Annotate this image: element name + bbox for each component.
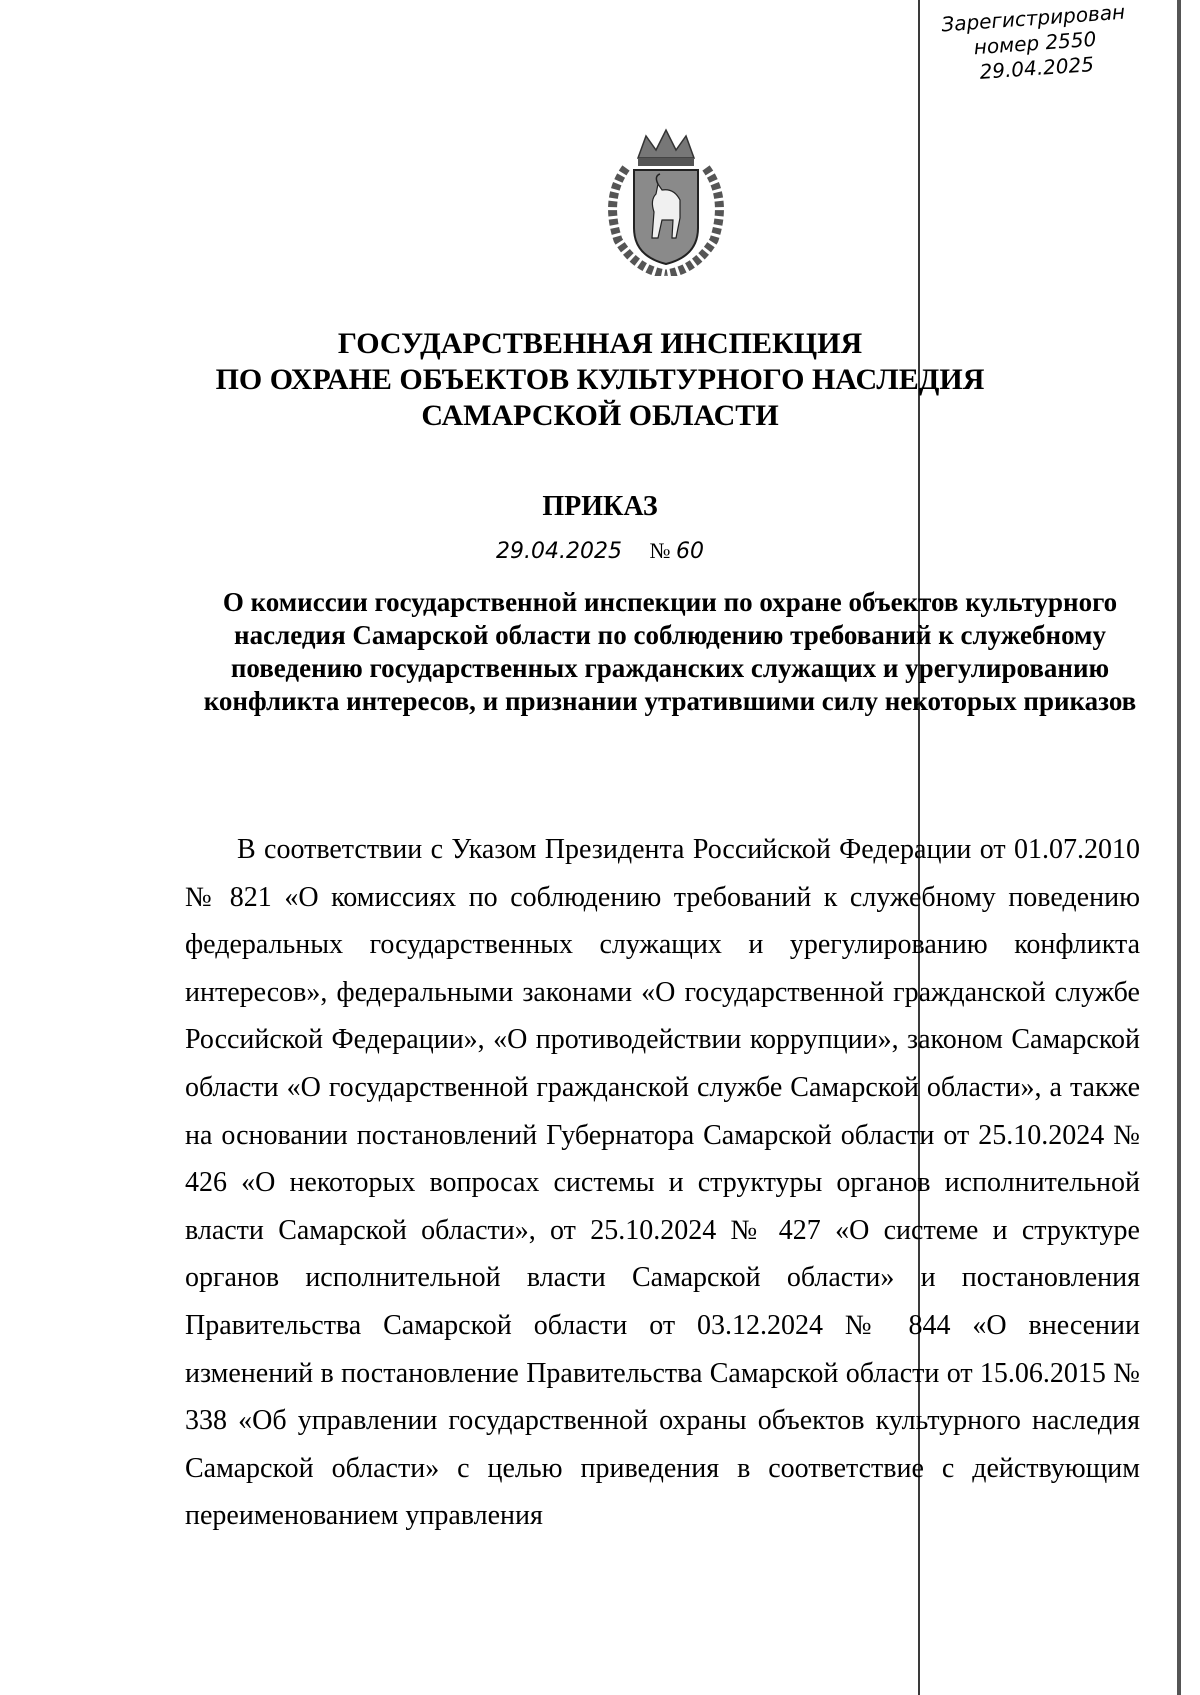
document-number-label: №: [649, 538, 671, 563]
document-subject: О комиссии государственной инспекции по охране объектов культурного наследия Самарской области по соблюдению требований к служебному поведению государственных гражданских служащих и урегулированию конфликта интересов, и признании утратившими силу некоторых приказов: [203, 587, 1137, 716]
stamp-line-number: номер 2550: [972, 26, 1097, 60]
document-date: 29.04.2025: [496, 539, 622, 564]
stamp-line-registered: Зарегистрирован: [940, 0, 1126, 37]
coat-of-arms-icon: [596, 128, 736, 276]
scan-edge-line: [1177, 0, 1181, 1695]
stamp-line-date: 29.04.2025: [978, 51, 1095, 84]
document-type: ПРИКАЗ: [542, 491, 658, 522]
agency-name: [0, 326, 1200, 434]
registration-stamp: [938, 0, 1133, 88]
document-number: 60: [675, 539, 704, 564]
agency-name-line-2: ПО ОХРАНЕ ОБЪЕКТОВ КУЛЬТУРНОГО НАСЛЕДИЯ: [215, 363, 985, 396]
document-date-number: [0, 538, 1200, 564]
agency-name-line-3: САМАРСКОЙ ОБЛАСТИ: [421, 399, 779, 432]
agency-name-line-1: ГОСУДАРСТВЕННАЯ ИНСПЕКЦИЯ: [337, 327, 863, 360]
body-paragraph: В соответствии с Указом Президента Российской Федерации от 01.07.2010 № 821 «О комиссиях по соблюдению требований к служебному поведению федеральных государственных служащих и урегулированию конфликта интересов», федеральными законами «О государственной гражданской службе Российской Федерации», «О противодействии коррупции», законом Самарской области «О государственной гражданской службе Самарской области», а также на основании постановлений Губернатора Самарской области от 25.10.2024 № 426 «О некоторых вопросах системы и структуры органов исполнительной власти Самарской области», от 25.10.2024 № 427 «О системе и структуре органов исполнительной власти Самарской области» и постановления Правительства Самарской области от 03.12.2024 № 844 «О внесении изменений в постановление Правительства Самарской области от 15.06.2015 № 338 «Об управлении государственной охраны объектов культурного наследия Самарской области» с целью приведения в соответствие с действующим переименованием управления: [185, 834, 1140, 1532]
